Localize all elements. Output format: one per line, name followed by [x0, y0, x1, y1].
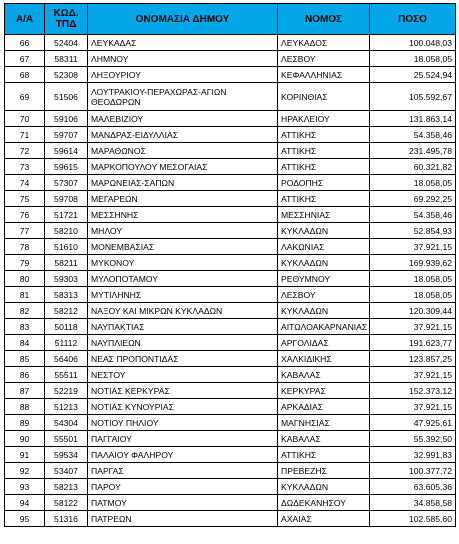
cell-nomos: ΑΙΤΩΛΟΑΚΑΡΝΑΝΙΑΣ: [278, 319, 370, 335]
cell-aa: 71: [5, 127, 45, 143]
cell-nomos: ΑΡΓΟΛΙΔΑΣ: [278, 335, 370, 351]
cell-name: ΠΑΛΑΙΟΥ ΦΑΛΗΡΟΥ: [88, 447, 278, 463]
cell-poso: 231.495,78: [370, 143, 456, 159]
cell-nomos: ΚΥΚΛΑΔΩΝ: [278, 255, 370, 271]
cell-nomos: ΡΕΘΥΜΝΟΥ: [278, 271, 370, 287]
cell-aa: 76: [5, 207, 45, 223]
table-row: [5, 175, 456, 191]
table-row: [5, 303, 456, 319]
cell-code: 50118: [45, 319, 88, 335]
cell-nomos: ΑΡΚΑΔΙΑΣ: [278, 399, 370, 415]
cell-poso: 52.854,93: [370, 223, 456, 239]
cell-name: ΜΑΡΚΟΠΟΥΛΟΥ ΜΕΣΟΓΑΙΑΣ: [88, 159, 278, 175]
cell-name: ΛΕΥΚΑΔΑΣ: [88, 35, 278, 51]
cell-name: ΝΟΤΙΑΣ ΚΕΡΚΥΡΑΣ: [88, 383, 278, 399]
cell-aa: 85: [5, 351, 45, 367]
cell-poso: 37.921,15: [370, 239, 456, 255]
cell-name: ΠΑΤΡΕΩΝ: [88, 511, 278, 527]
table-header: [5, 4, 456, 35]
cell-poso: 102.585,60: [370, 511, 456, 527]
cell-nomos: ΔΩΔΕΚΑΝΗΣΟΥ: [278, 495, 370, 511]
cell-nomos: ΑΤΤΙΚΗΣ: [278, 447, 370, 463]
header-code: [45, 4, 88, 35]
table-row: [5, 111, 456, 127]
cell-code: 59615: [45, 159, 88, 175]
cell-code: 51721: [45, 207, 88, 223]
cell-name: ΜΑΛΕΒΙΖΙΟΥ: [88, 111, 278, 127]
cell-code: 55511: [45, 367, 88, 383]
cell-code: 55501: [45, 431, 88, 447]
table-row: [5, 51, 456, 67]
cell-aa: 90: [5, 431, 45, 447]
header-name: ΟΝΟΜΑΣΙΑ ΔΗΜΟΥ: [88, 4, 278, 35]
cell-nomos: ΚΥΚΛΑΔΩΝ: [278, 223, 370, 239]
cell-aa: 78: [5, 239, 45, 255]
cell-name: ΛΟΥΤΡΑΚΙΟΥ-ΠΕΡΑΧΩΡΑΣ-ΑΓΙΩΝ ΘΕΟΔΩΡΩΝ: [88, 83, 278, 111]
cell-poso: 131.863,14: [370, 111, 456, 127]
cell-code: 56406: [45, 351, 88, 367]
table-row: [5, 207, 456, 223]
cell-nomos: ΧΑΛΚΙΔΙΚΗΣ: [278, 351, 370, 367]
cell-name: ΝΑΞΟΥ ΚΑΙ ΜΙΚΡΩΝ ΚΥΚΛΑΔΩΝ: [88, 303, 278, 319]
cell-poso: 152.373,12: [370, 383, 456, 399]
cell-aa: 89: [5, 415, 45, 431]
cell-code: 51316: [45, 511, 88, 527]
cell-nomos: ΚΑΒΑΛΑΣ: [278, 367, 370, 383]
cell-code: 52308: [45, 67, 88, 83]
cell-code: 52404: [45, 35, 88, 51]
header-nomos: ΝΟΜΟΣ: [278, 4, 370, 35]
cell-code: 51213: [45, 399, 88, 415]
cell-name: ΜΥΚΟΝΟΥ: [88, 255, 278, 271]
cell-code: 59614: [45, 143, 88, 159]
cell-name: ΜΑΝΔΡΑΣ-ΕΙΔΥΛΛΙΑΣ: [88, 127, 278, 143]
cell-nomos: ΚΥΚΛΑΔΩΝ: [278, 303, 370, 319]
cell-aa: 87: [5, 383, 45, 399]
cell-poso: 100.377,72: [370, 463, 456, 479]
cell-nomos: ΗΡΑΚΛΕΙΟΥ: [278, 111, 370, 127]
cell-name: ΠΑΡΓΑΣ: [88, 463, 278, 479]
cell-code: 59708: [45, 191, 88, 207]
cell-name: ΠΑΡΟΥ: [88, 479, 278, 495]
table-row: [5, 511, 456, 527]
table-row: [5, 127, 456, 143]
cell-nomos: ΚΕΦΑΛΛΗΝΙΑΣ: [278, 67, 370, 83]
cell-aa: 75: [5, 191, 45, 207]
table-row: [5, 447, 456, 463]
cell-nomos: ΑΧΑΙΑΣ: [278, 511, 370, 527]
cell-poso: 60.321,82: [370, 159, 456, 175]
cell-poso: 169.939,62: [370, 255, 456, 271]
cell-nomos: ΛΕΣΒΟΥ: [278, 51, 370, 67]
cell-name: ΝΑΥΠΑΚΤΙΑΣ: [88, 319, 278, 335]
table-row: [5, 35, 456, 51]
cell-nomos: ΑΤΤΙΚΗΣ: [278, 191, 370, 207]
cell-poso: 123.857,25: [370, 351, 456, 367]
cell-poso: 18.058,05: [370, 287, 456, 303]
cell-aa: 83: [5, 319, 45, 335]
table-row: [5, 67, 456, 83]
cell-nomos: ΛΑΚΩΝΙΑΣ: [278, 239, 370, 255]
table-row: [5, 191, 456, 207]
table-row: [5, 383, 456, 399]
cell-code: 52219: [45, 383, 88, 399]
cell-aa: 67: [5, 51, 45, 67]
cell-code: 58212: [45, 303, 88, 319]
table-row: [5, 319, 456, 335]
table-row: [5, 287, 456, 303]
table-row: [5, 351, 456, 367]
cell-aa: 70: [5, 111, 45, 127]
cell-code: 54304: [45, 415, 88, 431]
cell-poso: 63.605,36: [370, 479, 456, 495]
cell-nomos: ΛΕΣΒΟΥ: [278, 287, 370, 303]
cell-name: ΜΟΝΕΜΒΑΣΙΑΣ: [88, 239, 278, 255]
cell-code: 59106: [45, 111, 88, 127]
cell-code: 58313: [45, 287, 88, 303]
table-row: [5, 415, 456, 431]
table-row: [5, 495, 456, 511]
cell-name: ΠΑΓΓΑΙΟΥ: [88, 431, 278, 447]
cell-aa: 84: [5, 335, 45, 351]
cell-name: ΜΕΓΑΡΕΩΝ: [88, 191, 278, 207]
cell-nomos: ΜΑΓΝΗΣΙΑΣ: [278, 415, 370, 431]
cell-aa: 69: [5, 83, 45, 111]
cell-aa: 93: [5, 479, 45, 495]
cell-aa: 80: [5, 271, 45, 287]
cell-poso: 54.358,46: [370, 127, 456, 143]
cell-aa: 81: [5, 287, 45, 303]
cell-poso: 100.048,03: [370, 35, 456, 51]
cell-code: 58211: [45, 255, 88, 271]
cell-code: 59707: [45, 127, 88, 143]
cell-poso: 54.358,46: [370, 207, 456, 223]
cell-name: ΝΕΑΣ ΠΡΟΠΟΝΤΙΔΑΣ: [88, 351, 278, 367]
cell-name: ΜΑΡΑΘΩΝΟΣ: [88, 143, 278, 159]
cell-aa: 94: [5, 495, 45, 511]
cell-poso: 37.921,15: [370, 367, 456, 383]
cell-poso: 191.623,77: [370, 335, 456, 351]
cell-name: ΜΕΣΣΗΝΗΣ: [88, 207, 278, 223]
cell-poso: 120.309,44: [370, 303, 456, 319]
cell-nomos: ΑΤΤΙΚΗΣ: [278, 159, 370, 175]
cell-aa: 72: [5, 143, 45, 159]
cell-nomos: ΑΤΤΙΚΗΣ: [278, 143, 370, 159]
table-row: [5, 463, 456, 479]
cell-code: 58210: [45, 223, 88, 239]
cell-name: ΝΟΤΙΑΣ ΚΥΝΟΥΡΙΑΣ: [88, 399, 278, 415]
cell-nomos: ΚΥΚΛΑΔΩΝ: [278, 479, 370, 495]
table-row: [5, 367, 456, 383]
cell-aa: 86: [5, 367, 45, 383]
cell-aa: 74: [5, 175, 45, 191]
cell-nomos: ΑΤΤΙΚΗΣ: [278, 127, 370, 143]
cell-poso: 69.292,25: [370, 191, 456, 207]
header-row: [5, 4, 456, 35]
cell-aa: 95: [5, 511, 45, 527]
cell-poso: 37.921,15: [370, 319, 456, 335]
cell-poso: 105.592,67: [370, 83, 456, 111]
header-code-line1: ΚΩΔ.: [53, 8, 79, 19]
cell-name: ΝΕΣΤΟΥ: [88, 367, 278, 383]
cell-aa: 82: [5, 303, 45, 319]
header-aa: Α/Α: [5, 4, 45, 35]
cell-poso: 37.921,15: [370, 399, 456, 415]
cell-code: 53407: [45, 463, 88, 479]
document-sheet: [4, 3, 455, 527]
table-row: [5, 271, 456, 287]
table-row: [5, 143, 456, 159]
table-row: [5, 239, 456, 255]
cell-name: ΜΑΡΩΝΕΙΑΣ-ΣΑΠΩΝ: [88, 175, 278, 191]
cell-nomos: ΡΟΔΟΠΗΣ: [278, 175, 370, 191]
cell-name: ΜΥΛΟΠΟΤΑΜΟΥ: [88, 271, 278, 287]
table-row: [5, 255, 456, 271]
cell-name: ΛΗΜΝΟΥ: [88, 51, 278, 67]
table-row: [5, 431, 456, 447]
cell-code: 59303: [45, 271, 88, 287]
cell-poso: 18.058,05: [370, 271, 456, 287]
cell-name: ΜΥΤΙΛΗΝΗΣ: [88, 287, 278, 303]
cell-name: ΠΑΤΜΟΥ: [88, 495, 278, 511]
cell-name: ΜΗΛΟΥ: [88, 223, 278, 239]
cell-code: 58122: [45, 495, 88, 511]
table-row: [5, 159, 456, 175]
cell-nomos: ΜΕΣΣΗΝΙΑΣ: [278, 207, 370, 223]
cell-name: ΛΗΞΟΥΡΙΟΥ: [88, 67, 278, 83]
cell-poso: 34.858,58: [370, 495, 456, 511]
header-poso: ΠΟΣΟ: [370, 4, 456, 35]
cell-poso: 32.991,83: [370, 447, 456, 463]
cell-poso: 55.392,50: [370, 431, 456, 447]
header-code-line2: ΤΠΔ: [55, 19, 77, 30]
cell-poso: 18.058,05: [370, 175, 456, 191]
table-row: [5, 83, 456, 111]
cell-aa: 68: [5, 67, 45, 83]
cell-name: ΝΟΤΙΟΥ ΠΗΛΙΟΥ: [88, 415, 278, 431]
cell-aa: 77: [5, 223, 45, 239]
cell-poso: 47.925,61: [370, 415, 456, 431]
cell-code: 51506: [45, 83, 88, 111]
cell-code: 51610: [45, 239, 88, 255]
cell-aa: 91: [5, 447, 45, 463]
cell-nomos: ΠΡΕΒΕΖΗΣ: [278, 463, 370, 479]
cell-nomos: ΚΑΒΑΛΑΣ: [278, 431, 370, 447]
cell-code: 58213: [45, 479, 88, 495]
municipality-table: [4, 3, 456, 527]
cell-code: 51112: [45, 335, 88, 351]
cell-code: 58311: [45, 51, 88, 67]
table-row: [5, 479, 456, 495]
cell-aa: 92: [5, 463, 45, 479]
cell-aa: 79: [5, 255, 45, 271]
cell-nomos: ΚΕΡΚΥΡΑΣ: [278, 383, 370, 399]
cell-nomos: ΚΟΡΙΝΘΙΑΣ: [278, 83, 370, 111]
cell-nomos: ΛΕΥΚΑΔΟΣ: [278, 35, 370, 51]
cell-poso: 18.058,05: [370, 51, 456, 67]
cell-name: ΝΑΥΠΛΙΕΩΝ: [88, 335, 278, 351]
cell-aa: 73: [5, 159, 45, 175]
cell-poso: 25.524,94: [370, 67, 456, 83]
cell-aa: 66: [5, 35, 45, 51]
cell-code: 59534: [45, 447, 88, 463]
table-row: [5, 223, 456, 239]
table-row: [5, 335, 456, 351]
table-body: [5, 35, 456, 527]
cell-code: 57307: [45, 175, 88, 191]
table-row: [5, 399, 456, 415]
cell-aa: 88: [5, 399, 45, 415]
